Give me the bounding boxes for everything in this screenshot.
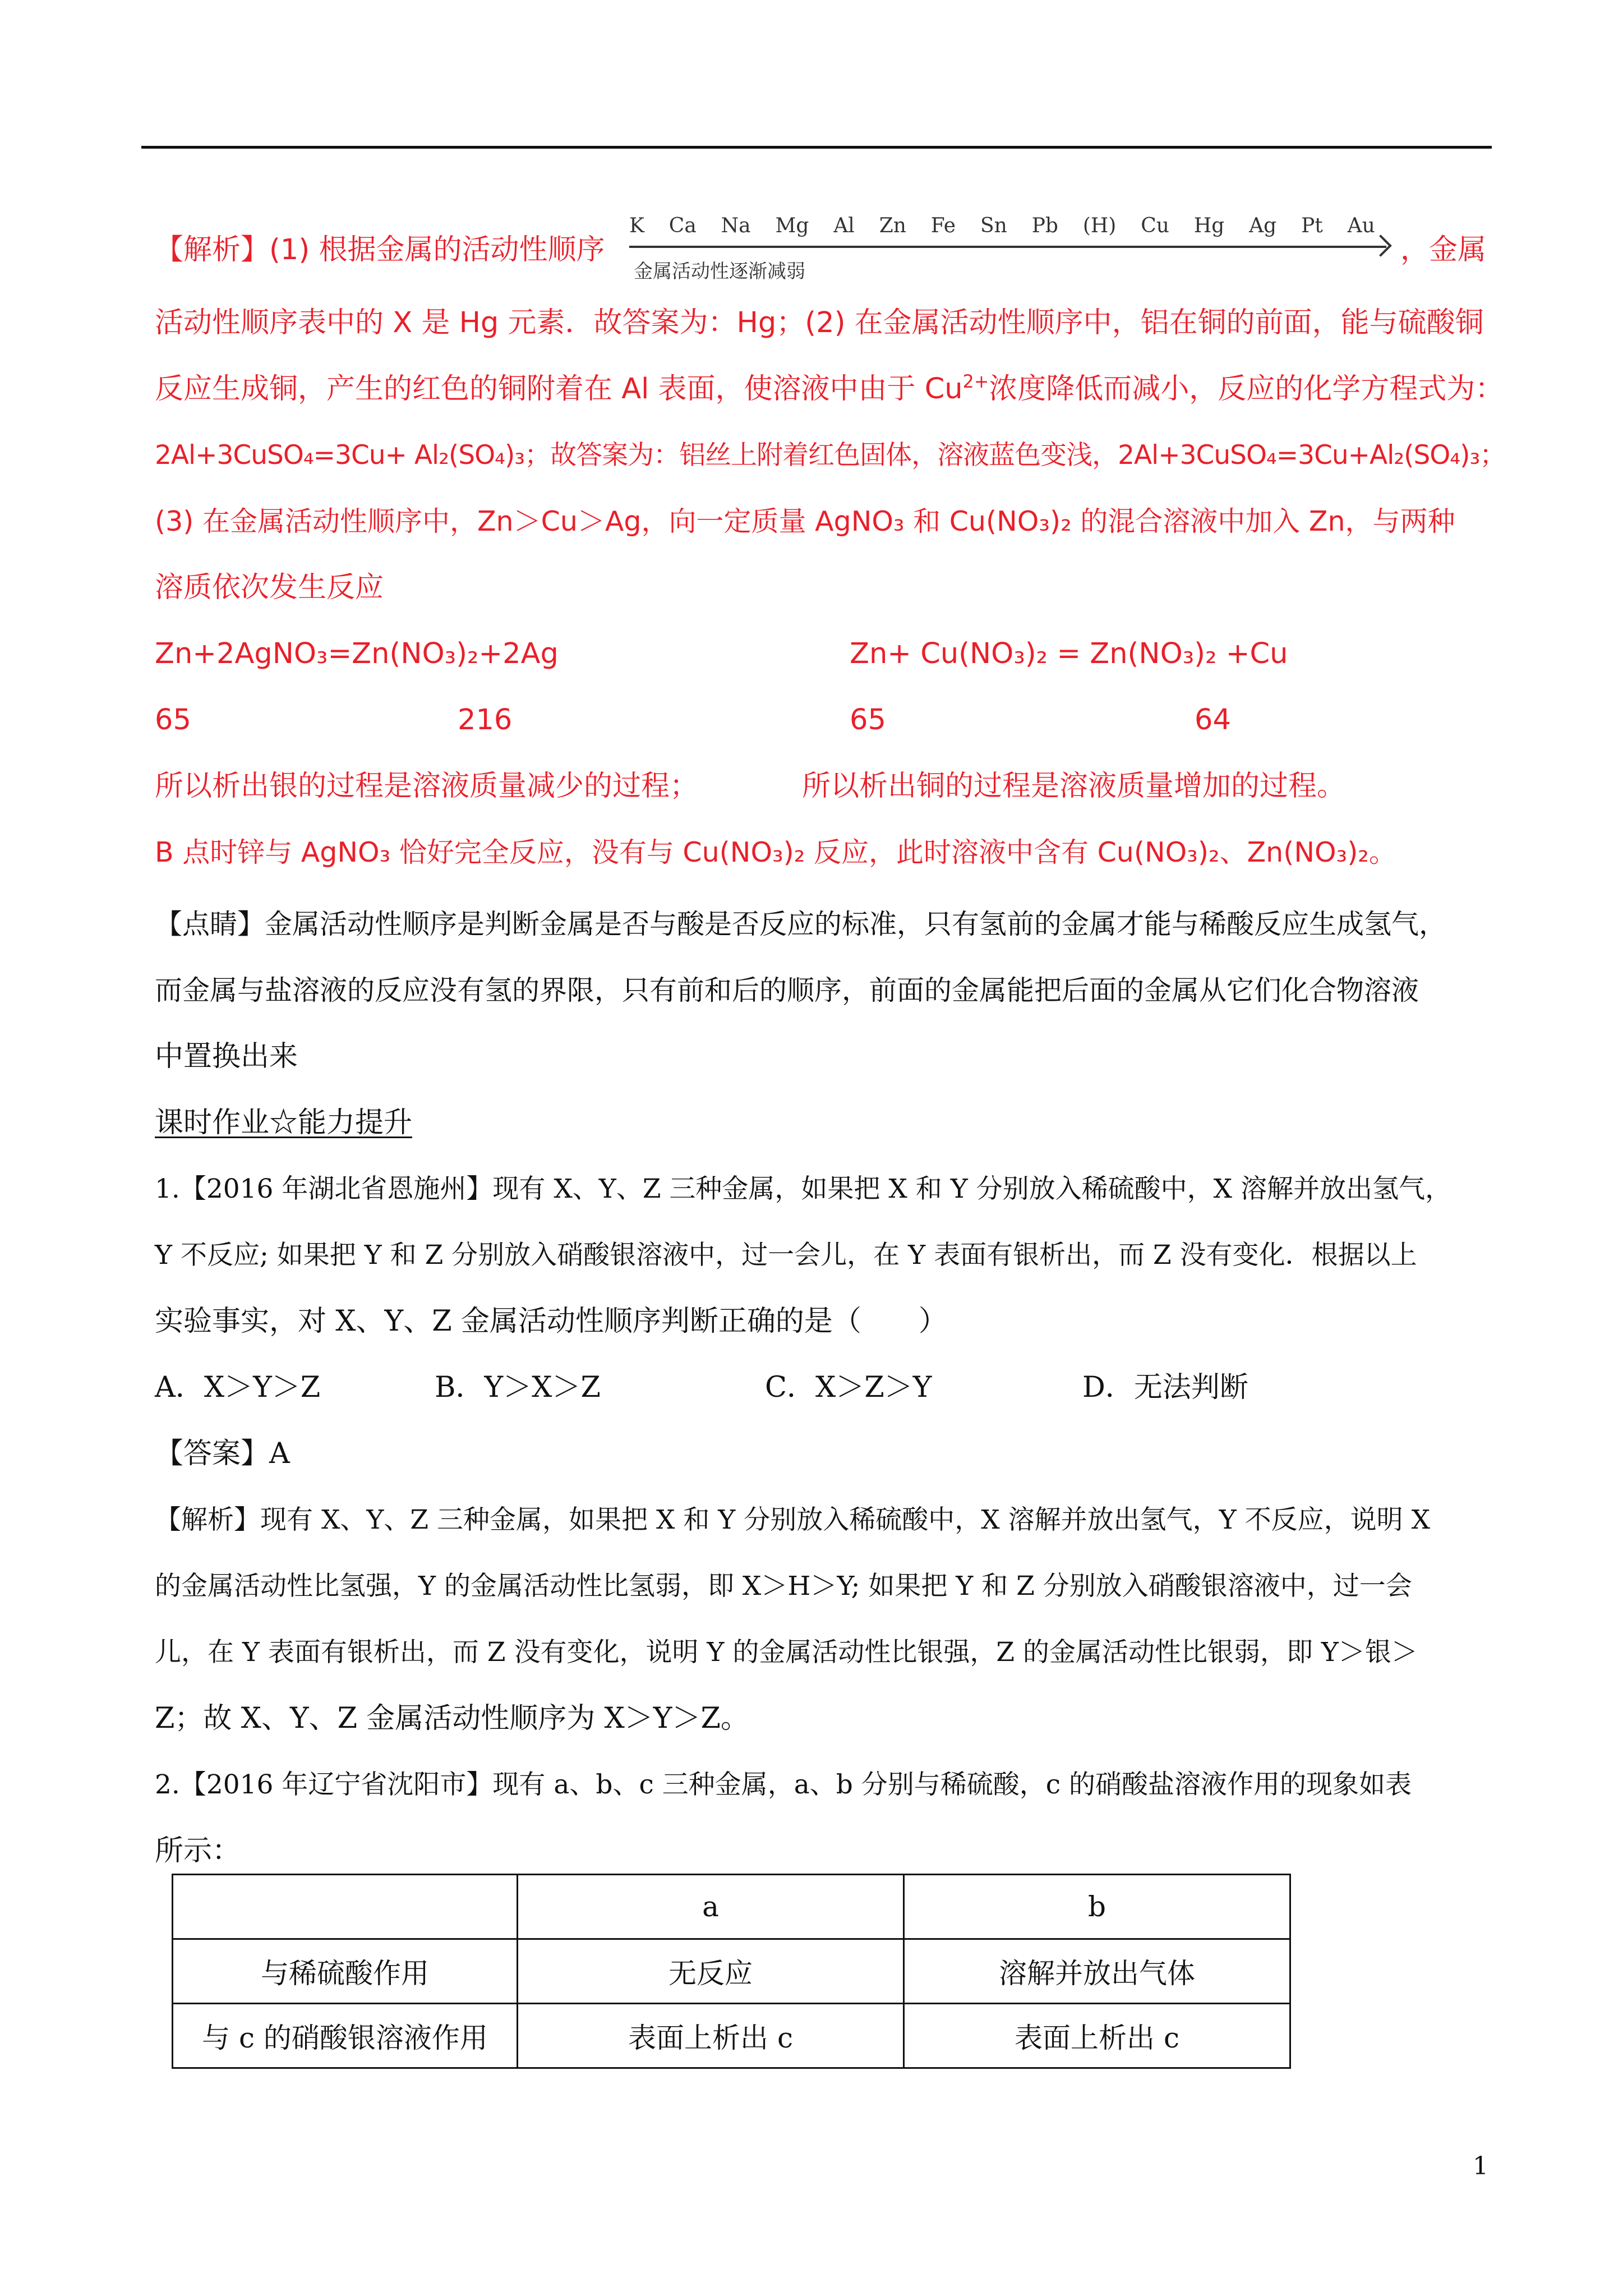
q1-option-d: D．无法判断 xyxy=(1082,1371,1248,1404)
q1-option-a: A．X＞Y＞Z xyxy=(155,1371,321,1404)
table-cell: 与稀硫酸作用 xyxy=(173,1939,518,2004)
metal-symbol: Sn xyxy=(980,214,1007,237)
metal-symbol: K xyxy=(629,214,644,237)
mass-zn-2: 65 xyxy=(850,703,886,737)
page-number: 1 xyxy=(1473,2152,1488,2180)
table-row xyxy=(173,1875,1290,1939)
q1-line-3: 实验事实，对 X、Y、Z 金属活动性顺序判断正确的是（ ） xyxy=(155,1305,947,1338)
analysis-line-4: 2Al+3CuSO₄=3Cu+ Al₂(SO₄)₃；故答案为：铝丝上附着红色固体，溶液蓝色变浅，2Al+3CuSO₄=3Cu+Al₂(SO₄)₃； xyxy=(155,440,1506,471)
metal-symbol: Ag xyxy=(1249,214,1277,237)
table-cell: 与 c 的硝酸银溶液作用 xyxy=(173,2004,518,2068)
table-cell: 无反应 xyxy=(518,1939,904,2004)
tip-line-1: 【点睛】金属活动性顺序是判断金属是否与酸是否反应的标准，只有氢前的金属才能与稀酸反应生成氢气， xyxy=(155,908,1447,940)
table-row xyxy=(173,2004,1290,2068)
q2-line-2: 所示： xyxy=(155,1834,241,1867)
q2-line-1: 2.【2016 年辽宁省沈阳市】现有 a、b、c 三种金属，a、b 分别与稀硫酸，c 的硝酸盐溶液作用的现象如表 xyxy=(155,1769,1412,1800)
analysis-line-3 xyxy=(155,372,1504,406)
metal-symbol: Zn xyxy=(879,214,906,237)
q1-answer: 【答案】A xyxy=(155,1437,290,1470)
analysis-line-5: (3) 在金属活动性顺序中，Zn＞Cu＞Ag，向一定质量 AgNO₃ 和 Cu(NO₃)₂ 的混合溶液中加入 Zn，与两种 xyxy=(155,505,1455,537)
metal-symbol: Ca xyxy=(668,214,697,237)
table-cell: 溶解并放出气体 xyxy=(904,1939,1290,2004)
table-cell: 表面上析出 c xyxy=(518,2004,904,2068)
conclusion-left: 所以析出银的过程是溶液质量减少的过程； xyxy=(155,770,699,803)
mass-zn-1: 65 xyxy=(155,703,191,737)
table-header-cell: b xyxy=(904,1875,1290,1939)
activity-caption: 金属活动性逐渐减弱 xyxy=(634,260,805,283)
activity-series-figure xyxy=(629,214,1392,287)
metal-symbol: Au xyxy=(1347,214,1375,237)
q1-explanation-1: 【解析】现有 X、Y、Z 三种金属，如果把 X 和 Y 分别放入稀硫酸中，X 溶解并放出氢气，Y 不反应，说明 X xyxy=(155,1504,1431,1535)
metal-symbol: (H) xyxy=(1082,214,1117,237)
q1-explanation-4: Z；故 X、Y、Z 金属活动性顺序为 X＞Y＞Z。 xyxy=(155,1702,749,1735)
table-header-cell: a xyxy=(518,1875,904,1939)
header-rule xyxy=(141,146,1492,149)
q1-line-1: 1.【2016 年湖北省恩施州】现有 X、Y、Z 三种金属，如果把 X 和 Y 分别放入稀硫酸中，X 溶解并放出氢气， xyxy=(155,1174,1452,1204)
tip-line-3: 中置换出来 xyxy=(155,1040,298,1073)
q1-line-2: Y 不反应; 如果把 Y 和 Z 分别放入硝酸银溶液中，过一会儿，在 Y 表面有银析出，而 Z 没有变化．根据以上 xyxy=(155,1240,1417,1271)
analysis-line-3a: 反应生成铜，产生的红色的铜附着在 Al 表面，使溶液中由于 Cu xyxy=(155,372,963,406)
metal-symbol: Na xyxy=(721,214,751,237)
metal-symbol: Mg xyxy=(775,214,809,237)
activity-arrow xyxy=(629,246,1386,248)
metal-symbol: Al xyxy=(833,214,855,237)
metal-symbol: Cu xyxy=(1141,214,1169,237)
equation-left: Zn+2AgNO₃=Zn(NO₃)₂+2Ag xyxy=(155,637,559,670)
mass-ag: 216 xyxy=(458,703,513,737)
metal-symbol: Hg xyxy=(1193,214,1225,237)
metal-symbol: Pt xyxy=(1301,214,1323,237)
reaction-table xyxy=(172,1874,1291,2069)
cu-charge: 2+ xyxy=(962,372,989,393)
table-row xyxy=(173,1939,1290,2004)
analysis-line-1 xyxy=(155,233,605,267)
analysis-line-2: 活动性顺序表中的 X 是 Hg 元素．故答案为：Hg；(2) 在金属活动性顺序中，铝在铜的前面，能与硫酸铜 xyxy=(155,306,1484,339)
q1-option-b: B．Y＞X＞Z xyxy=(435,1371,601,1404)
analysis-line-6: 溶质依次发生反应 xyxy=(155,571,384,604)
conclusion-right: 所以析出铜的过程是溶液质量增加的过程。 xyxy=(802,770,1346,803)
table-header-cell xyxy=(173,1875,518,1939)
analysis-point-b: B 点时锌与 AgNO₃ 恰好完全反应，没有与 Cu(NO₃)₂ 反应，此时溶液中含有 Cu(NO₃)₂、Zn(NO₃)₂。 xyxy=(155,836,1396,868)
metal-symbol: Pb xyxy=(1031,214,1058,237)
q1-explanation-2: 的金属活动性比氢强，Y 的金属活动性比氢弱，即 X＞H＞Y; 如果把 Y 和 Z 分别放入硝酸银溶液中，过一会 xyxy=(155,1571,1412,1602)
metal-sequence xyxy=(629,214,1375,237)
analysis-lead: 【解析】(1) 根据金属的活动性顺序 xyxy=(155,233,605,266)
analysis-line-3b: 浓度降低而减小，反应的化学方程式为： xyxy=(989,372,1504,406)
section-title: 课时作业☆能力提升 xyxy=(155,1106,413,1139)
q1-explanation-3: 儿，在 Y 表面有银析出，而 Z 没有变化，说明 Y 的金属活动性比银强，Z 的金属活动性比银弱，即 Y＞银＞ xyxy=(155,1637,1418,1668)
metal-symbol: Fe xyxy=(930,214,956,237)
tip-line-2: 而金属与盐溶液的反应没有氢的界限，只有前和后的顺序，前面的金属能把后面的金属从它们化合物溶液 xyxy=(155,974,1419,1006)
analysis-line-1-tail: ，金属 xyxy=(1400,233,1487,266)
table-cell: 表面上析出 c xyxy=(904,2004,1290,2068)
equation-right: Zn+ Cu(NO₃)₂ = Zn(NO₃)₂ +Cu xyxy=(850,637,1288,670)
mass-cu: 64 xyxy=(1195,703,1231,737)
q1-option-c: C．X＞Z＞Y xyxy=(765,1371,932,1404)
